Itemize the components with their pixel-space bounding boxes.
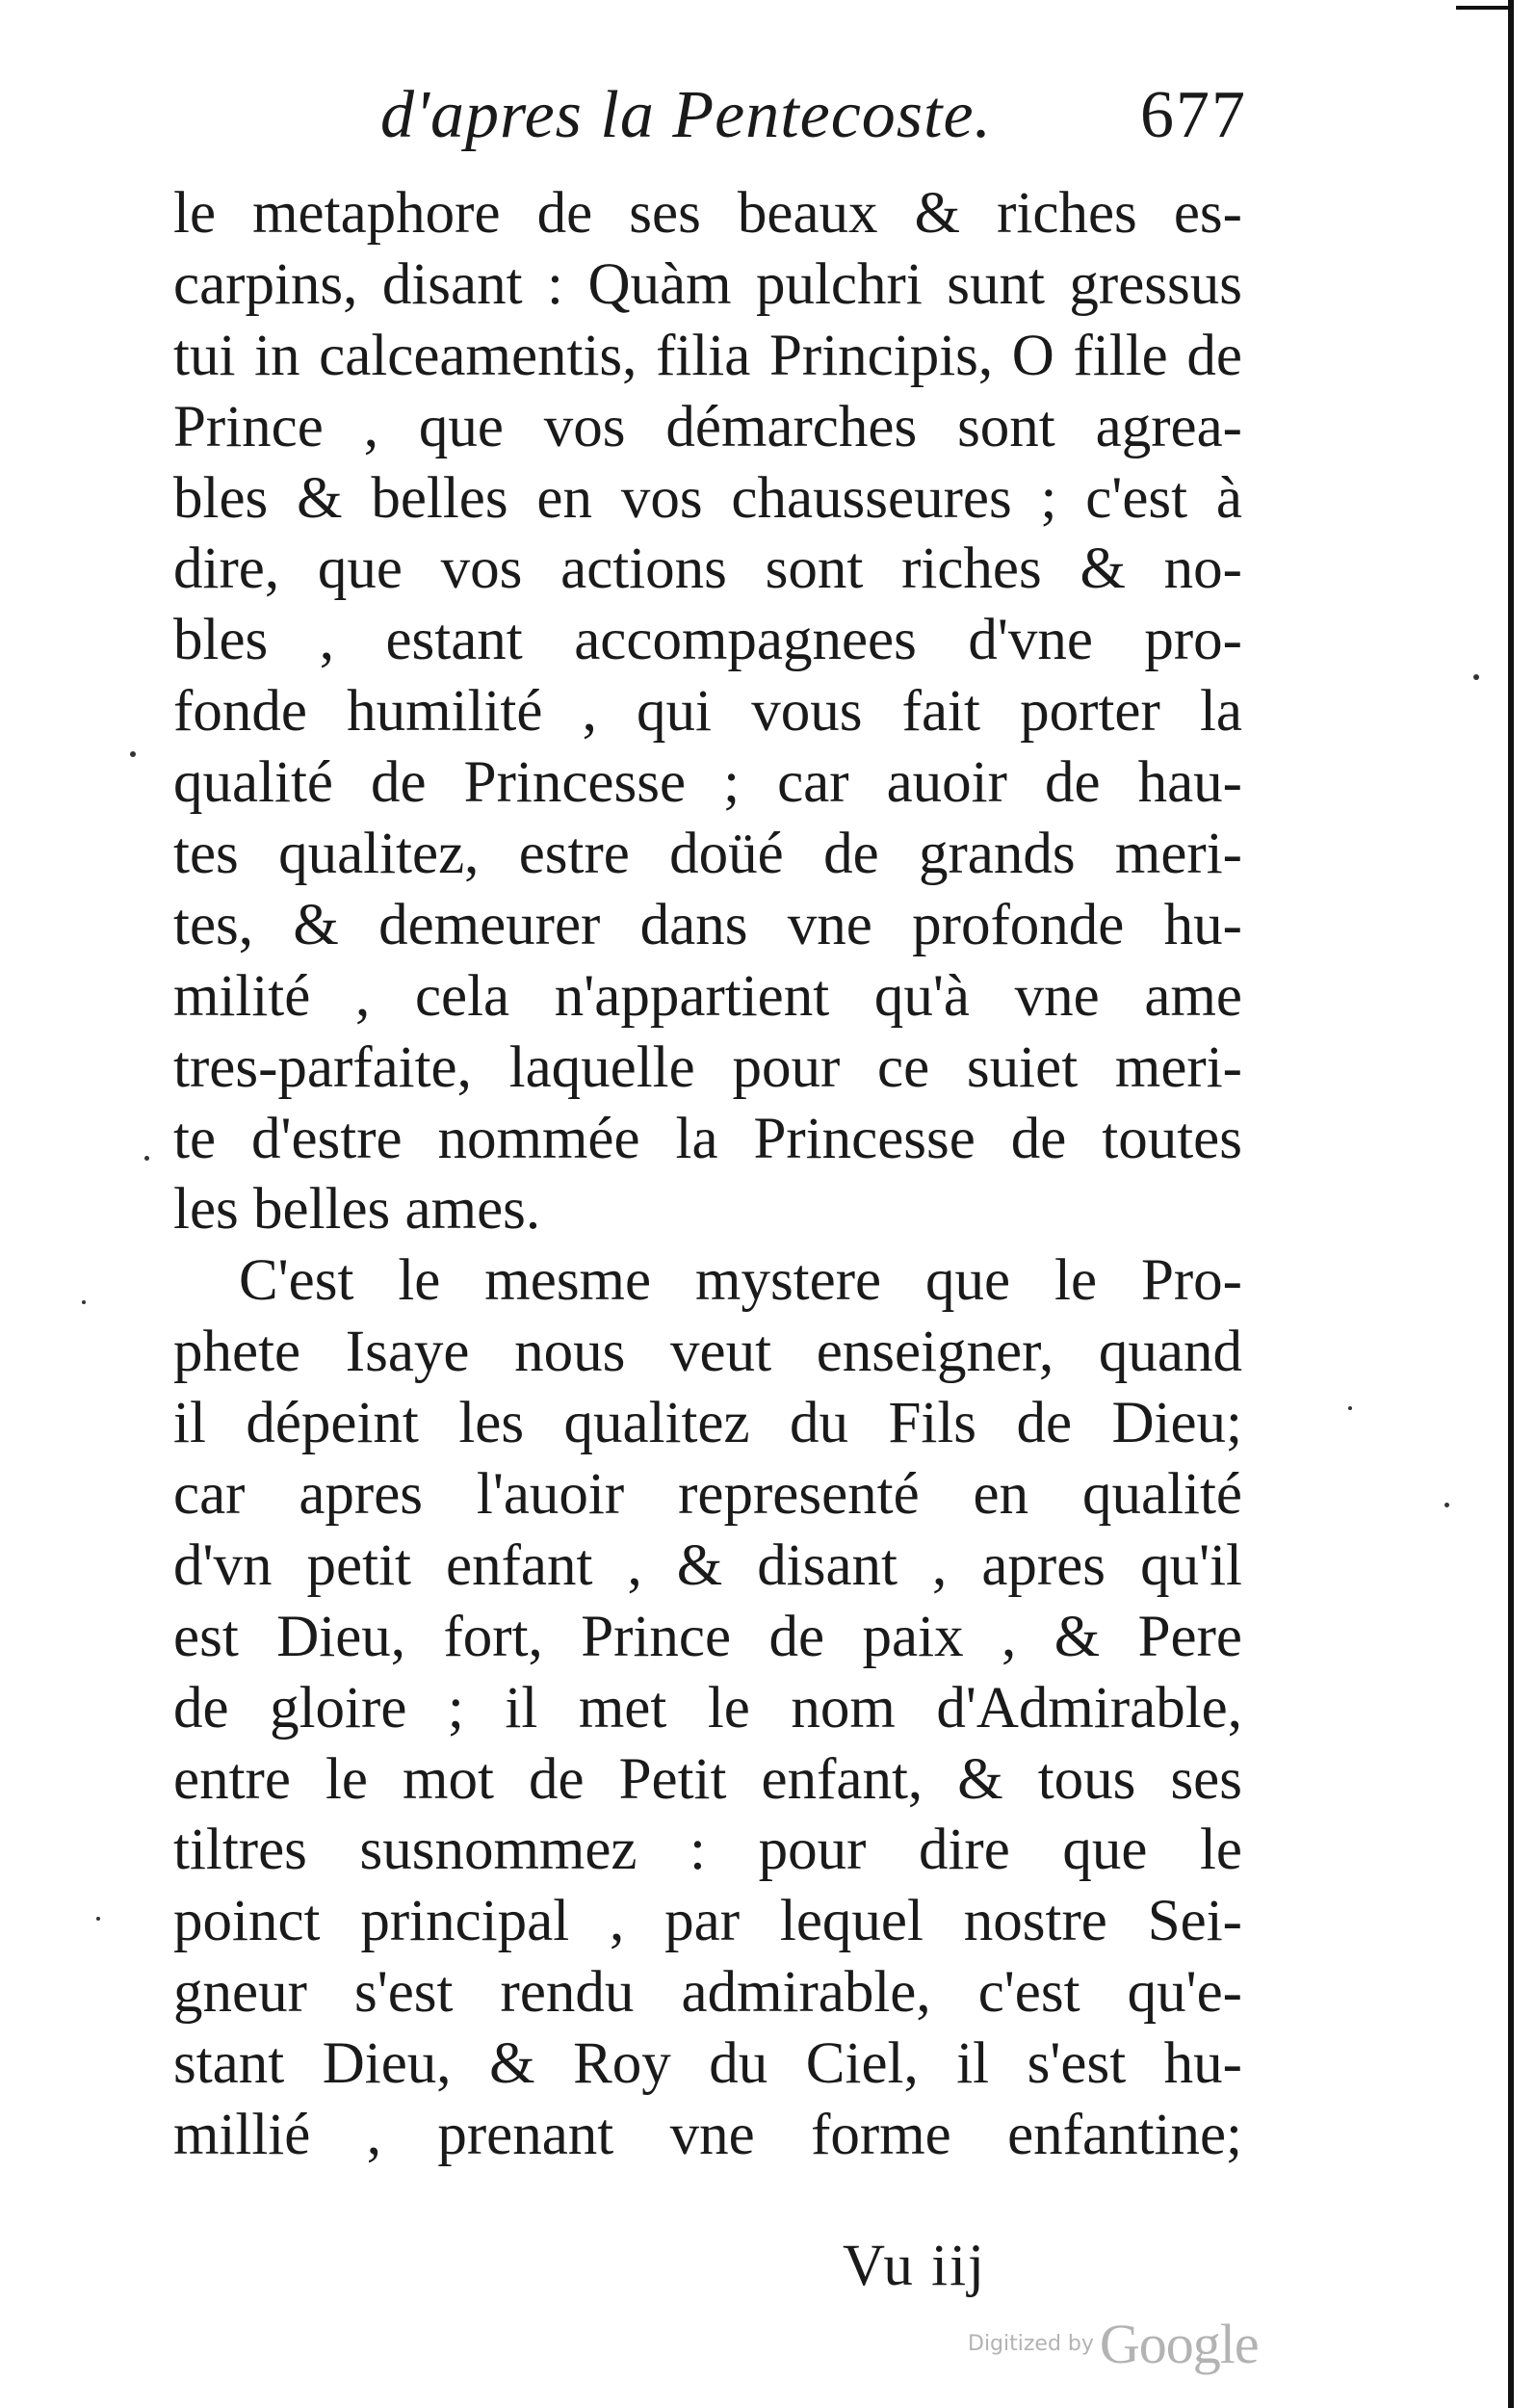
- text-line: est Dieu, fort, Prince de paix , & Pere: [173, 1604, 1242, 1669]
- scan-speck: [1473, 674, 1479, 680]
- text-line: carpins, disant : Quàm pulchri sunt gressus: [173, 251, 1242, 317]
- watermark-prefix: Digitized by: [968, 2332, 1094, 2356]
- text-line: tes, & demeurer dans vne profonde hu-: [173, 892, 1242, 957]
- google-logo: Google: [1099, 2313, 1259, 2375]
- scan-speck: [130, 751, 136, 757]
- text-line: bles & belles en vos chausseures ; c'est à: [173, 465, 1242, 531]
- digitized-watermark: [968, 2312, 1259, 2376]
- text-line: le metaphore de ses beaux & riches es-: [173, 181, 1242, 246]
- running-title: d'apres la Pentecoste.: [380, 78, 993, 152]
- text-line: bles , estant accompagnees d'vne pro-: [173, 608, 1242, 673]
- scan-speck: [96, 1917, 100, 1921]
- text-line: d'vn petit enfant , & disant , apres qu'il: [173, 1532, 1242, 1598]
- text-line: tres-parfaite, laquelle pour ce suiet meri-: [173, 1034, 1242, 1100]
- text-line: poinct principal , par lequel nostre Sei-: [173, 1889, 1242, 1954]
- scan-speck: [1348, 1406, 1352, 1410]
- scan-speck: [144, 1156, 149, 1161]
- text-line: car apres l'auoir representé en qualité: [173, 1462, 1242, 1528]
- text-line: tiltres susnommez : pour dire que le: [173, 1818, 1242, 1883]
- text-line: dire, que vos actions sont riches & no-: [173, 537, 1242, 602]
- scan-page-edge: [1508, 0, 1514, 2408]
- text-line: milité , cela n'appartient qu'à vne ame: [173, 963, 1242, 1029]
- text-line: qualité de Princesse ; car auoir de hau-: [173, 750, 1242, 816]
- text-line: gneur s'est rendu admirable, c'est qu'e-: [173, 1960, 1242, 2026]
- text-line: de gloire ; il met le nom d'Admirable,: [173, 1675, 1242, 1741]
- text-line: tui in calceamentis, filia Principis, O fille de: [173, 323, 1242, 388]
- paragraph-start-line: C'est le mesme mystere que le Pro-: [239, 1248, 1242, 1314]
- text-line: il dépeint les qualitez du Fils de Dieu;: [173, 1391, 1242, 1456]
- scan-speck: [1444, 1503, 1449, 1507]
- scan-page-edge-top: [1456, 6, 1514, 10]
- text-line: stant Dieu, & Roy du Ciel, il s'est hu-: [173, 2031, 1242, 2097]
- text-line: entre le mot de Petit enfant, & tous ses: [173, 1746, 1242, 1812]
- signature-catchword: Vu iij: [843, 2234, 986, 2298]
- scan-speck: [82, 1300, 86, 1304]
- text-line: te d'estre nommée la Princesse de toutes: [173, 1106, 1242, 1171]
- page-number: 677: [1140, 78, 1247, 152]
- text-line: fonde humilité , qui vous fait porter la: [173, 679, 1242, 745]
- text-line: Prince , que vos démarches sont agrea-: [173, 394, 1242, 459]
- body-text: [173, 178, 1242, 2171]
- text-line: tes qualitez, estre doüé de grands meri-: [173, 822, 1242, 887]
- text-line: phete Isaye nous veut enseigner, quand: [173, 1320, 1242, 1385]
- page-header: [380, 77, 1247, 183]
- text-line: millié , prenant vne forme enfantine;: [173, 2103, 1242, 2168]
- paragraph-end-line: les belles ames.: [173, 1177, 541, 1243]
